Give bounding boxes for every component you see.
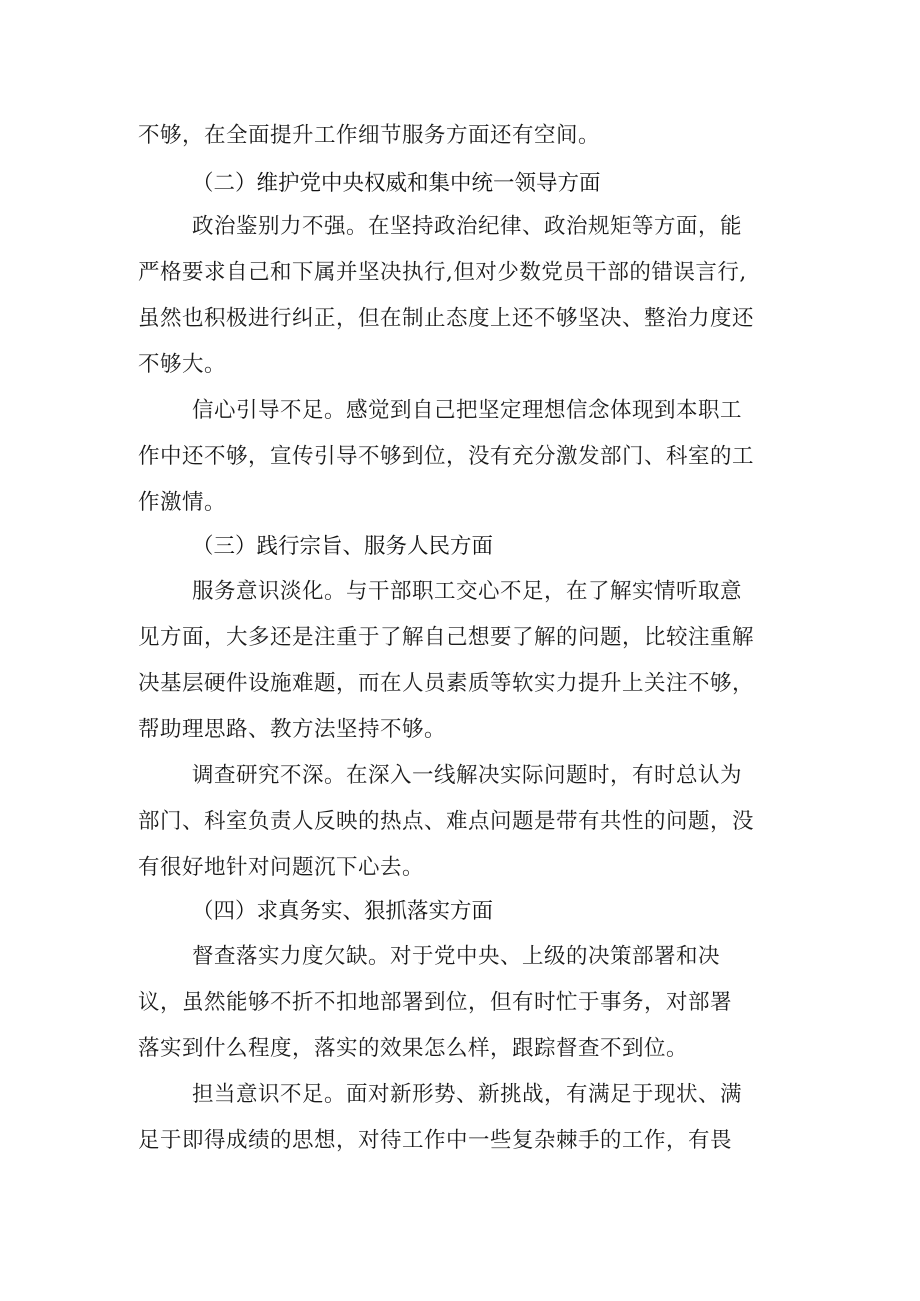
paragraph-line: 虽然也积极进行纠正，但在制止态度上还不够坚决、整治力度还 <box>138 306 755 331</box>
section-heading-2: （二）维护党中央权威和集中统一领导方面 <box>192 171 601 196</box>
paragraph-line: 督查落实力度欠缺。对于党中央、上级的决策部署和决 <box>192 944 721 969</box>
paragraph-line: 决基层硬件设施难题，而在人员素质等软实力提升上关注不够， <box>138 671 755 696</box>
paragraph-line: 帮助理思路、教方法坚持不够。 <box>138 717 447 742</box>
paragraph-line: 不够，在全面提升工作细节服务方面还有空间。 <box>138 123 601 148</box>
paragraph-line: 作激情。 <box>138 490 227 515</box>
paragraph-line: 作中还不够，宣传引导不够到位，没有充分激发部门、科室的工 <box>138 444 755 469</box>
paragraph-line: 信心引导不足。感觉到自己把坚定理想信念体现到本职工 <box>192 398 743 423</box>
paragraph-line: 落实到什么程度，落实的效果怎么样，跟踪督查不到位。 <box>138 1036 689 1061</box>
paragraph-line: 严格要求自己和下属并坚决执行,但对少数党员干部的错误言行, <box>138 260 747 285</box>
paragraph-line: 不够大。 <box>138 352 227 377</box>
paragraph-line: 有很好地针对问题沉下心去。 <box>138 855 425 880</box>
paragraph-line: 见方面，大多还是注重于了解自己想要了解的问题，比较注重解 <box>138 625 755 650</box>
paragraph-line: 担当意识不足。面对新形势、新挑战，有满足于现状、满 <box>192 1082 743 1107</box>
paragraph-line: 调查研究不深。在深入一线解决实际问题时，有时总认为 <box>192 763 743 788</box>
paragraph-line: 议，虽然能够不折不扣地部署到位，但有时忙于事务，对部署 <box>138 990 733 1015</box>
paragraph-line: 服务意识淡化。与干部职工交心不足，在了解实情听取意 <box>192 579 743 604</box>
paragraph-line: 政治鉴别力不强。在坚持政治纪律、政治规矩等方面，能 <box>192 214 743 239</box>
paragraph-line: 部门、科室负责人反映的热点、难点问题是带有共性的问题，没 <box>138 809 755 834</box>
section-heading-4: （四）求真务实、狠抓落实方面 <box>192 899 494 924</box>
section-heading-3: （三）践行宗旨、服务人民方面 <box>192 534 494 559</box>
paragraph-line: 足于即得成绩的思想，对待工作中一些复杂棘手的工作，有畏 <box>138 1128 733 1153</box>
